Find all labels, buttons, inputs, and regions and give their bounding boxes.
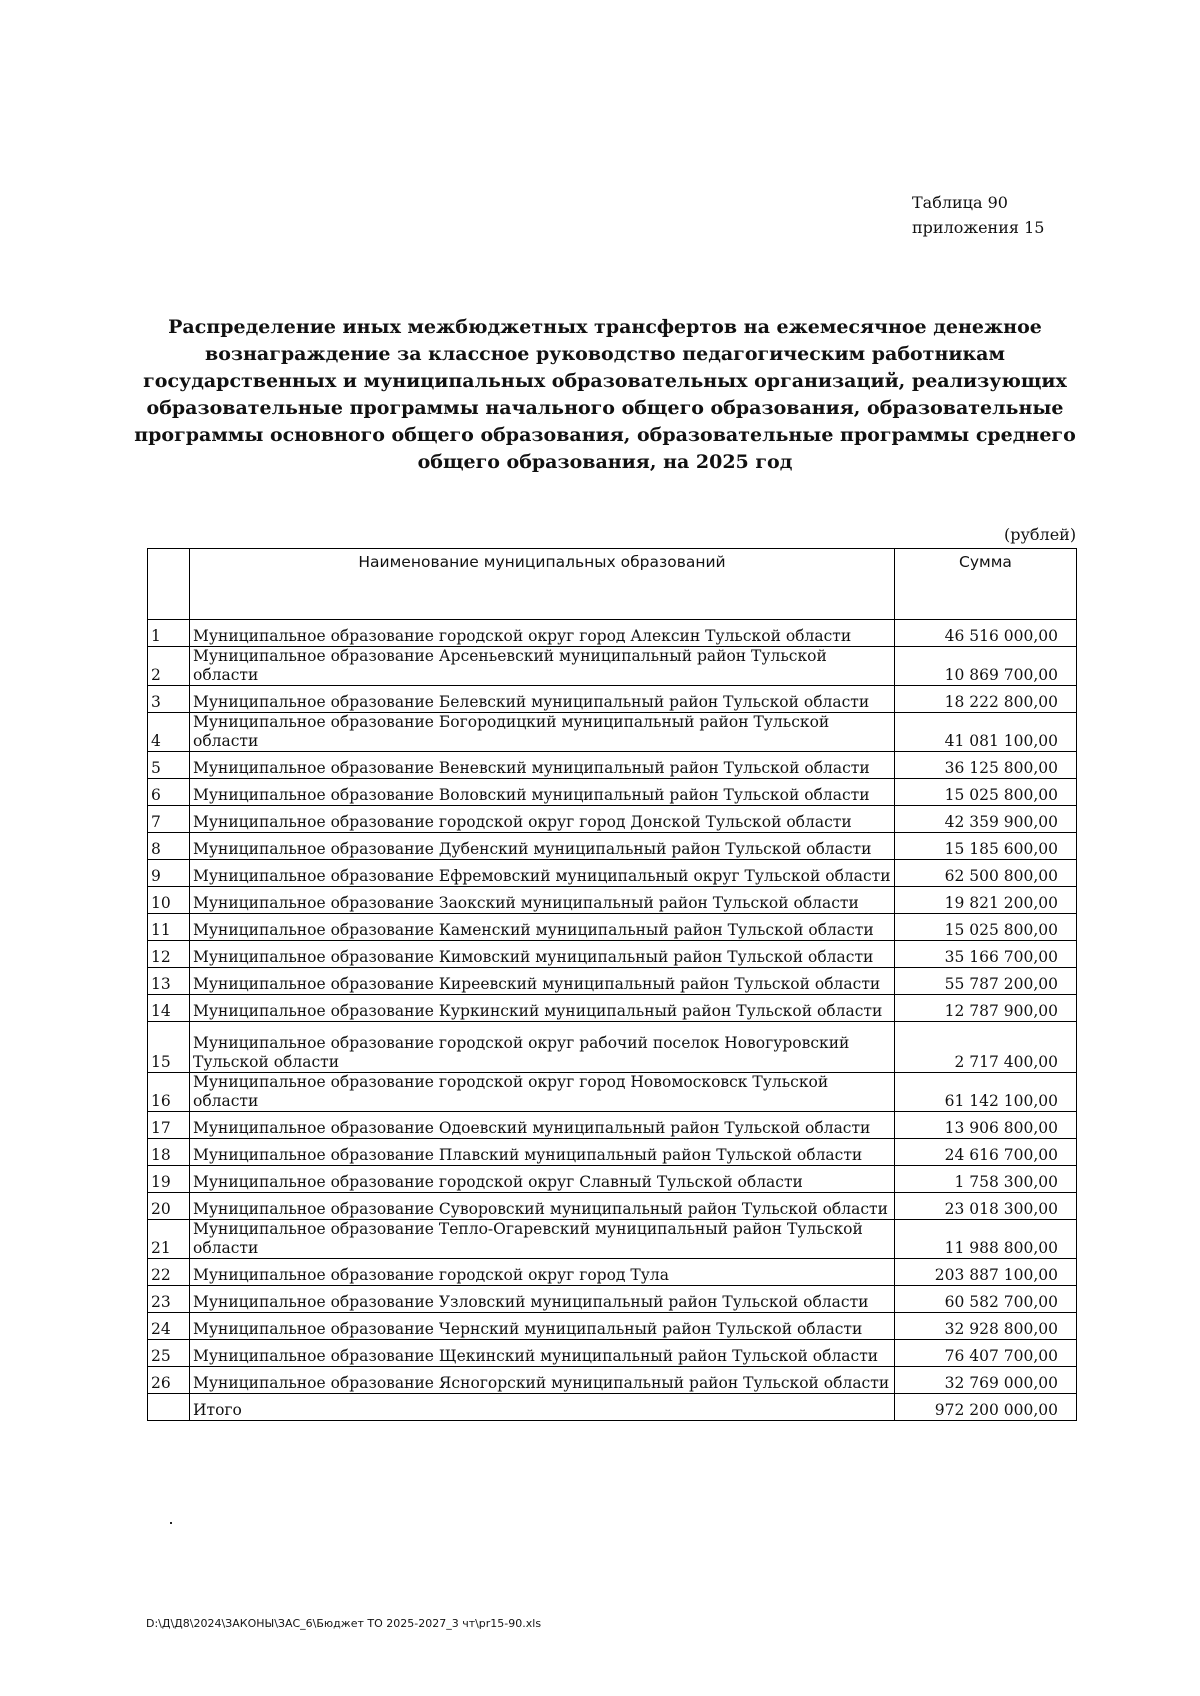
row-number: 12	[148, 941, 190, 968]
table-row	[148, 1112, 1077, 1139]
table-row	[148, 806, 1077, 833]
row-name: Муниципальное образование Чернский муниципальный район Тульской области	[190, 1313, 895, 1340]
row-number: 24	[148, 1313, 190, 1340]
row-sum: 61 142 100,00	[895, 1073, 1077, 1112]
table-row	[148, 1313, 1077, 1340]
table-row	[148, 713, 1077, 752]
row-name: Муниципальное образование Богородицкий муниципальный район Тульской области	[190, 713, 895, 752]
row-number: 10	[148, 887, 190, 914]
row-name: Муниципальное образование городской округ рабочий поселок Новогуровский Тульской области	[190, 1022, 895, 1073]
table-row	[148, 941, 1077, 968]
row-number: 13	[148, 968, 190, 995]
row-name: Муниципальное образование Тепло-Огаревский муниципальный район Тульской области	[190, 1220, 895, 1259]
row-sum: 15 025 800,00	[895, 914, 1077, 941]
row-name: Муниципальное образование городской округ город Тула	[190, 1259, 895, 1286]
table-row	[148, 1259, 1077, 1286]
row-number: 9	[148, 860, 190, 887]
row-number: 17	[148, 1112, 190, 1139]
row-sum: 19 821 200,00	[895, 887, 1077, 914]
row-name: Муниципальное образование Заокский муниципальный район Тульской области	[190, 887, 895, 914]
row-name: Муниципальное образование Плавский муниципальный район Тульской области	[190, 1139, 895, 1166]
table-reference	[912, 190, 1044, 240]
table-row	[148, 752, 1077, 779]
total-label: Итого	[190, 1394, 895, 1421]
row-name: Муниципальное образование Куркинский муниципальный район Тульской области	[190, 995, 895, 1022]
total-row	[148, 1394, 1077, 1421]
row-name: Муниципальное образование Кимовский муниципальный район Тульской области	[190, 941, 895, 968]
row-name: Муниципальное образование Узловский муниципальный район Тульской области	[190, 1286, 895, 1313]
row-number: 3	[148, 686, 190, 713]
table-row	[148, 995, 1077, 1022]
table-row	[148, 1286, 1077, 1313]
table-row	[148, 647, 1077, 686]
row-number: 14	[148, 995, 190, 1022]
row-number: 11	[148, 914, 190, 941]
document-title: Распределение иных межбюджетных трансфертов на ежемесячное денежное вознаграждение за классное руководство педагогическим работникам государственных и муниципальных образовательных организаций, реализующих образовательные программы начального общего образования, образовательные программы основного общего образования, образовательные программы среднего общего образования, на 2025 год	[134, 316, 1076, 473]
row-name: Муниципальное образование городской округ Славный Тульской области	[190, 1166, 895, 1193]
row-number: 7	[148, 806, 190, 833]
row-sum: 18 222 800,00	[895, 686, 1077, 713]
row-sum: 10 869 700,00	[895, 647, 1077, 686]
table-row	[148, 833, 1077, 860]
row-number: 20	[148, 1193, 190, 1220]
header-sum-cell: Сумма	[895, 549, 1077, 620]
header-number-cell	[148, 549, 190, 620]
row-name: Муниципальное образование Одоевский муниципальный район Тульской области	[190, 1112, 895, 1139]
row-name: Муниципальное образование Ефремовский муниципальный округ Тульской области	[190, 860, 895, 887]
row-number: 6	[148, 779, 190, 806]
scan-speck	[170, 1522, 172, 1524]
row-sum: 32 769 000,00	[895, 1367, 1077, 1394]
row-sum: 60 582 700,00	[895, 1286, 1077, 1313]
row-name: Муниципальное образование городской округ город Новомосковск Тульской области	[190, 1073, 895, 1112]
appendix-number: приложения 15	[912, 218, 1045, 237]
row-name: Муниципальное образование Каменский муниципальный район Тульской области	[190, 914, 895, 941]
table-row	[148, 1166, 1077, 1193]
row-number: 25	[148, 1340, 190, 1367]
row-sum: 11 988 800,00	[895, 1220, 1077, 1259]
row-sum: 15 185 600,00	[895, 833, 1077, 860]
row-name: Муниципальное образование Щекинский муниципальный район Тульской области	[190, 1340, 895, 1367]
row-number: 21	[148, 1220, 190, 1259]
row-sum: 46 516 000,00	[895, 620, 1077, 647]
table-row	[148, 620, 1077, 647]
header-name-cell: Наименование муниципальных образований	[190, 549, 895, 620]
table-row	[148, 1139, 1077, 1166]
row-sum: 55 787 200,00	[895, 968, 1077, 995]
row-sum: 76 407 700,00	[895, 1340, 1077, 1367]
row-name: Муниципальное образование Суворовский муниципальный район Тульской области	[190, 1193, 895, 1220]
row-sum: 23 018 300,00	[895, 1193, 1077, 1220]
row-sum: 32 928 800,00	[895, 1313, 1077, 1340]
row-sum: 2 717 400,00	[895, 1022, 1077, 1073]
row-number: 19	[148, 1166, 190, 1193]
table-row	[148, 779, 1077, 806]
row-name: Муниципальное образование городской округ город Алексин Тульской области	[190, 620, 895, 647]
distribution-table	[147, 548, 1077, 1421]
row-number: 5	[148, 752, 190, 779]
unit-label: (рублей)	[1004, 525, 1077, 544]
row-sum: 13 906 800,00	[895, 1112, 1077, 1139]
row-number: 16	[148, 1073, 190, 1112]
row-sum: 203 887 100,00	[895, 1259, 1077, 1286]
row-sum: 62 500 800,00	[895, 860, 1077, 887]
table-row	[148, 1340, 1077, 1367]
row-name: Муниципальное образование Арсеньевский муниципальный район Тульской области	[190, 647, 895, 686]
row-name: Муниципальное образование Веневский муниципальный район Тульской области	[190, 752, 895, 779]
row-sum: 12 787 900,00	[895, 995, 1077, 1022]
row-number: 4	[148, 713, 190, 752]
row-number: 1	[148, 620, 190, 647]
row-number: 22	[148, 1259, 190, 1286]
row-sum: 35 166 700,00	[895, 941, 1077, 968]
total-number-cell	[148, 1394, 190, 1421]
row-sum: 1 758 300,00	[895, 1166, 1077, 1193]
row-number: 8	[148, 833, 190, 860]
table-body	[148, 549, 1077, 1421]
row-name: Муниципальное образование Белевский муниципальный район Тульской области	[190, 686, 895, 713]
table-row	[148, 686, 1077, 713]
row-name: Муниципальное образование Ясногорский муниципальный район Тульской области	[190, 1367, 895, 1394]
row-sum: 42 359 900,00	[895, 806, 1077, 833]
row-number: 23	[148, 1286, 190, 1313]
table-row	[148, 1193, 1077, 1220]
table-row	[148, 860, 1077, 887]
row-number: 18	[148, 1139, 190, 1166]
table-row	[148, 887, 1077, 914]
table-number: Таблица 90	[912, 193, 1008, 212]
table-row	[148, 968, 1077, 995]
row-number: 26	[148, 1367, 190, 1394]
row-sum: 36 125 800,00	[895, 752, 1077, 779]
total-sum: 972 200 000,00	[895, 1394, 1077, 1421]
table-header-row	[148, 549, 1077, 620]
table-row	[148, 1220, 1077, 1259]
row-name: Муниципальное образование Киреевский муниципальный район Тульской области	[190, 968, 895, 995]
row-name: Муниципальное образование городской округ город Донской Тульской области	[190, 806, 895, 833]
table-row	[148, 1022, 1077, 1073]
row-name: Муниципальное образование Воловский муниципальный район Тульской области	[190, 779, 895, 806]
row-sum: 41 081 100,00	[895, 713, 1077, 752]
row-name: Муниципальное образование Дубенский муниципальный район Тульской области	[190, 833, 895, 860]
table-row	[148, 914, 1077, 941]
file-path-footer: D:\Д\Д8\2024\ЗАКОНЫ\ЗАС_6\Бюджет ТО 2025-2027_3 чт\pr15-90.xls	[146, 1617, 542, 1630]
row-number: 15	[148, 1022, 190, 1073]
table-row	[148, 1073, 1077, 1112]
row-sum: 24 616 700,00	[895, 1139, 1077, 1166]
table-row	[148, 1367, 1077, 1394]
row-number: 2	[148, 647, 190, 686]
row-sum: 15 025 800,00	[895, 779, 1077, 806]
